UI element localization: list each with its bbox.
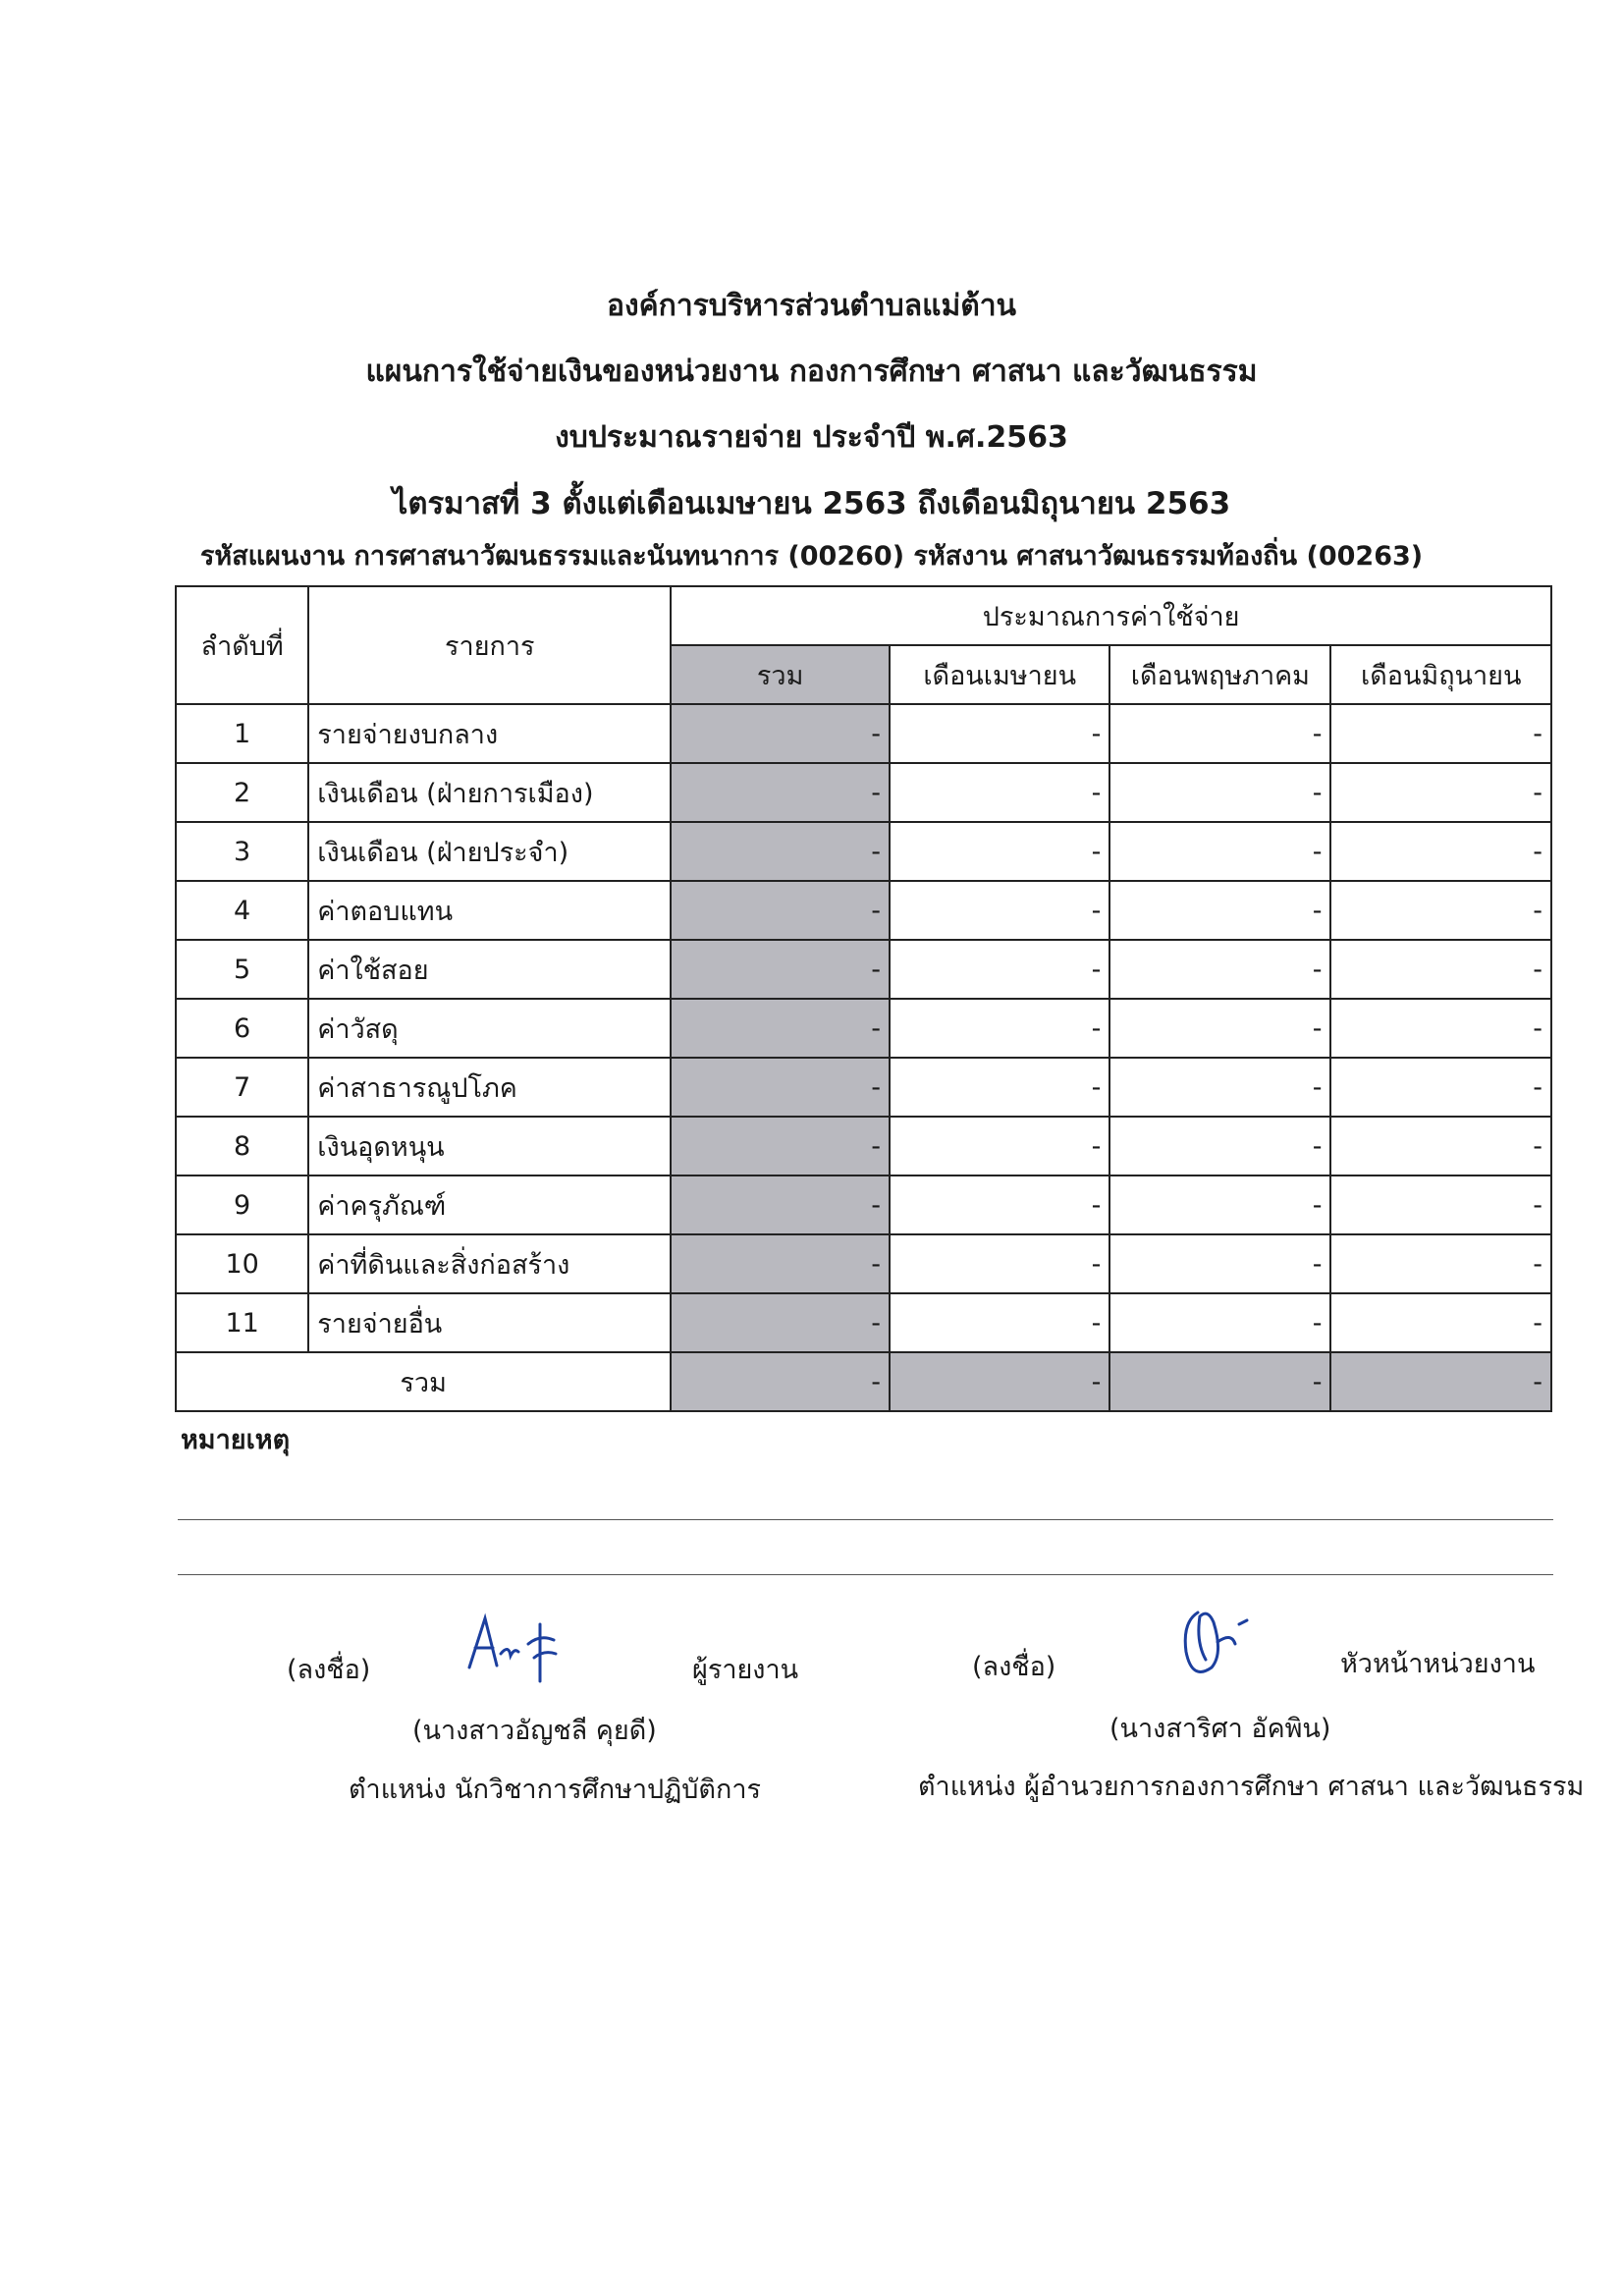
header-may: เดือนพฤษภาคม [1109, 645, 1330, 704]
row-june: - [1330, 1293, 1551, 1352]
row-may: - [1109, 940, 1330, 999]
row-no: 4 [176, 881, 308, 940]
row-item: ค่าวัสดุ [308, 999, 671, 1058]
row-total: - [671, 881, 890, 940]
row-june: - [1330, 999, 1551, 1058]
row-item: ค่าสาธารณูปโภค [308, 1058, 671, 1117]
org-title: องค์การบริหารส่วนตำบลแม่ต้าน [606, 289, 1017, 323]
sum-label: รวม [176, 1352, 671, 1411]
table-row [176, 822, 1551, 881]
table-row [176, 1293, 1551, 1352]
sum-june: - [1330, 1352, 1551, 1411]
header-total: รวม [671, 645, 890, 704]
remarks-label: หมายเหตุ [181, 1425, 291, 1455]
row-may: - [1109, 1175, 1330, 1234]
right-sign-prefix: (ลงชื่อ) [972, 1652, 1056, 1682]
row-june: - [1330, 1234, 1551, 1293]
row-total: - [671, 704, 890, 763]
right-position: ตำแหน่ง ผู้อำนวยการกองการศึกษา ศาสนา และวัฒนธรรม [918, 1772, 1585, 1802]
row-may: - [1109, 881, 1330, 940]
row-april: - [890, 1234, 1109, 1293]
row-june: - [1330, 1175, 1551, 1234]
left-signature [461, 1611, 579, 1689]
row-may: - [1109, 822, 1330, 881]
header-june: เดือนมิถุนายน [1330, 645, 1551, 704]
row-no: 8 [176, 1117, 308, 1175]
row-total: - [671, 1293, 890, 1352]
right-name: (นางสาริศา อัคพิน) [1109, 1714, 1331, 1744]
row-no: 7 [176, 1058, 308, 1117]
row-total: - [671, 999, 890, 1058]
remarks-line-1 [178, 1519, 1553, 1520]
row-april: - [890, 704, 1109, 763]
row-june: - [1330, 940, 1551, 999]
quarter-title: ไตรมาสที่ 3 ตั้งแต่เดือนเมษายน 2563 ถึงเดือนมิถุนายน 2563 [392, 486, 1231, 521]
sum-total: - [671, 1352, 890, 1411]
left-name: (นางสาวอัญชลี คุยดี) [412, 1716, 657, 1746]
left-position: ตำแหน่ง นักวิชาการศึกษาปฏิบัติการ [349, 1775, 761, 1805]
table-row [176, 999, 1551, 1058]
row-total: - [671, 1234, 890, 1293]
row-item: ค่าครุภัณฑ์ [308, 1175, 671, 1234]
row-april: - [890, 763, 1109, 822]
row-april: - [890, 881, 1109, 940]
budget-title: งบประมาณรายจ่าย ประจำปี พ.ศ.2563 [555, 420, 1068, 455]
table-row [176, 1058, 1551, 1117]
header-april: เดือนเมษายน [890, 645, 1109, 704]
row-april: - [890, 999, 1109, 1058]
row-no: 11 [176, 1293, 308, 1352]
row-may: - [1109, 1234, 1330, 1293]
sum-may: - [1109, 1352, 1330, 1411]
row-no: 3 [176, 822, 308, 881]
row-item: ค่าใช้สอย [308, 940, 671, 999]
row-item: เงินอุดหนุน [308, 1117, 671, 1175]
row-june: - [1330, 1058, 1551, 1117]
row-june: - [1330, 822, 1551, 881]
row-june: - [1330, 704, 1551, 763]
row-item: เงินเดือน (ฝ่ายประจำ) [308, 822, 671, 881]
sum-april: - [890, 1352, 1109, 1411]
table-row [176, 1234, 1551, 1293]
row-total: - [671, 1117, 890, 1175]
row-june: - [1330, 763, 1551, 822]
table-row [176, 940, 1551, 999]
row-april: - [890, 1117, 1109, 1175]
row-may: - [1109, 1058, 1330, 1117]
row-item: เงินเดือน (ฝ่ายการเมือง) [308, 763, 671, 822]
right-signature [1178, 1603, 1286, 1691]
row-item: ค่าที่ดินและสิ่งก่อสร้าง [308, 1234, 671, 1293]
row-total: - [671, 1175, 890, 1234]
header-estimate: ประมาณการค่าใช้จ่าย [671, 586, 1551, 645]
row-total: - [671, 763, 890, 822]
table-row [176, 881, 1551, 940]
right-role: หัวหน้าหน่วยงาน [1340, 1649, 1536, 1679]
header-item: รายการ [308, 586, 671, 704]
remarks-line-2 [178, 1574, 1553, 1575]
plan-codes: รหัสแผนงาน การศาสนาวัฒนธรรมและนันทนาการ (00260) รหัสงาน ศาสนาวัฒนธรรมท้องถิ่น (00263) [199, 541, 1424, 572]
row-may: - [1109, 1293, 1330, 1352]
row-total: - [671, 940, 890, 999]
table-row [176, 704, 1551, 763]
row-no: 6 [176, 999, 308, 1058]
row-april: - [890, 822, 1109, 881]
row-total: - [671, 822, 890, 881]
row-item: รายจ่ายอื่น [308, 1293, 671, 1352]
plan-title: แผนการใช้จ่ายเงินของหน่วยงาน กองการศึกษา ศาสนา และวัฒนธรรม [365, 355, 1258, 389]
row-no: 5 [176, 940, 308, 999]
row-no: 10 [176, 1234, 308, 1293]
row-no: 9 [176, 1175, 308, 1234]
row-june: - [1330, 881, 1551, 940]
table-row [176, 1175, 1551, 1234]
row-may: - [1109, 1117, 1330, 1175]
row-may: - [1109, 763, 1330, 822]
row-total: - [671, 1058, 890, 1117]
row-april: - [890, 1175, 1109, 1234]
table-row [176, 1117, 1551, 1175]
left-sign-prefix: (ลงชื่อ) [287, 1655, 371, 1685]
row-april: - [890, 1293, 1109, 1352]
row-item: รายจ่ายงบกลาง [308, 704, 671, 763]
row-april: - [890, 1058, 1109, 1117]
sum-row [176, 1352, 1551, 1411]
row-item: ค่าตอบแทน [308, 881, 671, 940]
left-role: ผู้รายงาน [692, 1655, 799, 1685]
row-april: - [890, 940, 1109, 999]
row-no: 2 [176, 763, 308, 822]
row-may: - [1109, 704, 1330, 763]
row-no: 1 [176, 704, 308, 763]
header-no: ลำดับที่ [176, 586, 308, 704]
budget-table [175, 585, 1552, 1412]
row-june: - [1330, 1117, 1551, 1175]
row-may: - [1109, 999, 1330, 1058]
table-row [176, 763, 1551, 822]
